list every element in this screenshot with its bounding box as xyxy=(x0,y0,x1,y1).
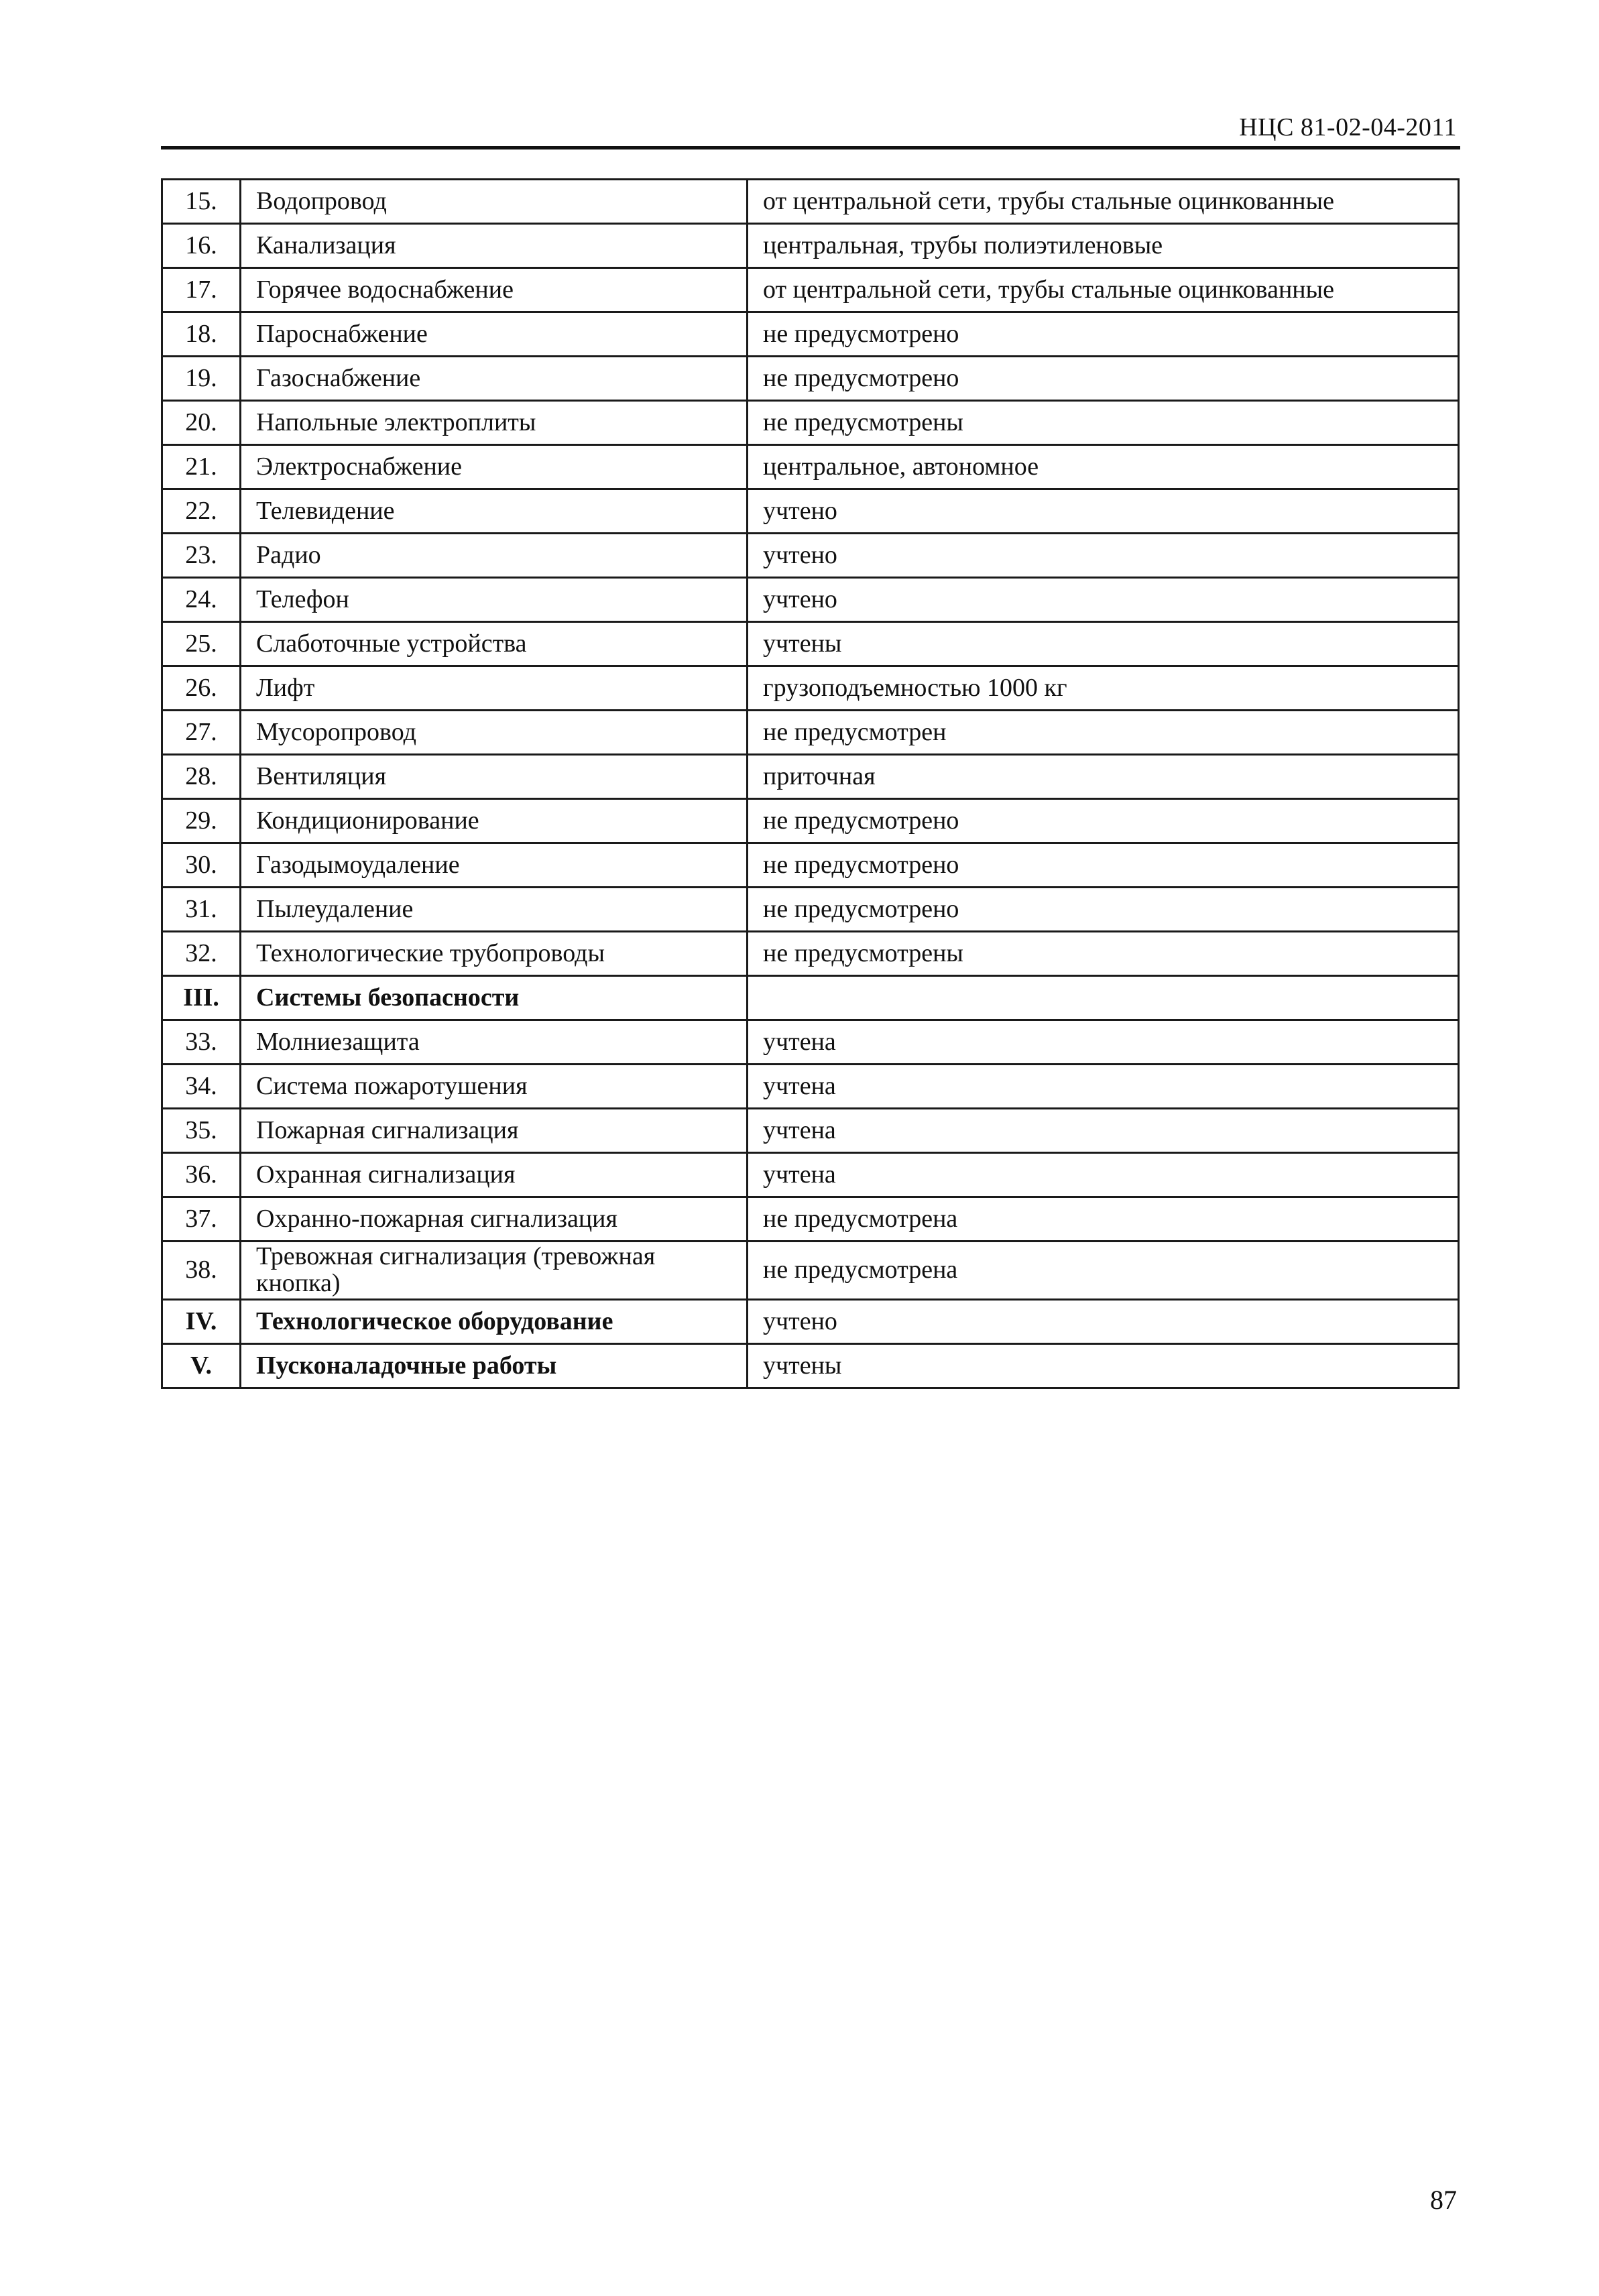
row-number-cell: 36. xyxy=(162,1153,241,1197)
row-value-cell: не предусмотрен xyxy=(748,711,1459,755)
row-value-cell: не предусмотрено xyxy=(748,357,1459,401)
row-name-cell: Пылеудаление xyxy=(241,888,748,932)
table-row xyxy=(162,755,1459,799)
row-name-cell: Молниезащита xyxy=(241,1020,748,1065)
table-row xyxy=(162,888,1459,932)
row-value-cell: учтены xyxy=(748,622,1459,666)
row-number-cell: 18. xyxy=(162,312,241,357)
row-name-cell: Кондиционирование xyxy=(241,799,748,843)
row-name-cell: Водопровод xyxy=(241,180,748,224)
table-row xyxy=(162,1065,1459,1109)
row-value-cell: не предусмотрено xyxy=(748,799,1459,843)
table-row xyxy=(162,799,1459,843)
row-name-cell: Мусоропровод xyxy=(241,711,748,755)
row-number-cell: 37. xyxy=(162,1197,241,1242)
table-row xyxy=(162,1109,1459,1153)
row-value-cell: учтены xyxy=(748,1344,1459,1388)
table-section-row xyxy=(162,1344,1459,1388)
row-name-cell: Пусконаладочные работы xyxy=(241,1344,748,1388)
row-number-cell: 19. xyxy=(162,357,241,401)
row-name-cell: Газодымоудаление xyxy=(241,843,748,888)
table-row xyxy=(162,224,1459,268)
row-name-cell: Лифт xyxy=(241,666,748,711)
table-row xyxy=(162,534,1459,578)
row-value-cell: не предусмотрено xyxy=(748,843,1459,888)
row-value-cell: учтено xyxy=(748,534,1459,578)
row-name-cell: Напольные электроплиты xyxy=(241,401,748,445)
row-name-cell: Охранно-пожарная сигнализация xyxy=(241,1197,748,1242)
row-value-cell: не предусмотрены xyxy=(748,932,1459,976)
row-number-cell: 38. xyxy=(162,1242,241,1300)
row-value-cell: учтено xyxy=(748,1300,1459,1344)
row-value-cell: учтена xyxy=(748,1153,1459,1197)
table-row xyxy=(162,843,1459,888)
row-name-cell: Горячее водоснабжение xyxy=(241,268,748,312)
table-row xyxy=(162,578,1459,622)
row-number-cell: 32. xyxy=(162,932,241,976)
row-number-cell: 23. xyxy=(162,534,241,578)
row-name-cell: Тревожная сигнализация (тревожная кнопка) xyxy=(241,1242,748,1300)
row-number-cell: 17. xyxy=(162,268,241,312)
row-name-cell: Системы безопасности xyxy=(241,976,748,1020)
row-name-cell: Канализация xyxy=(241,224,748,268)
row-name-cell: Охранная сигнализация xyxy=(241,1153,748,1197)
table-row xyxy=(162,401,1459,445)
row-number-cell: 33. xyxy=(162,1020,241,1065)
row-name-cell: Система пожаротушения xyxy=(241,1065,748,1109)
row-number-cell: 16. xyxy=(162,224,241,268)
row-number-cell: 31. xyxy=(162,888,241,932)
row-value-cell: приточная xyxy=(748,755,1459,799)
row-number-cell: 27. xyxy=(162,711,241,755)
table-row xyxy=(162,666,1459,711)
row-name-cell: Пожарная сигнализация xyxy=(241,1109,748,1153)
table-row xyxy=(162,489,1459,534)
row-name-cell: Радио xyxy=(241,534,748,578)
table-section-row xyxy=(162,976,1459,1020)
row-value-cell: от центральной сети, трубы стальные оцинкованные xyxy=(748,180,1459,224)
row-number-cell: 22. xyxy=(162,489,241,534)
row-number-cell: 30. xyxy=(162,843,241,888)
row-name-cell: Газоснабжение xyxy=(241,357,748,401)
row-name-cell: Технологические трубопроводы xyxy=(241,932,748,976)
row-value-cell: не предусмотрена xyxy=(748,1197,1459,1242)
table-row xyxy=(162,711,1459,755)
row-value-cell: центральное, автономное xyxy=(748,445,1459,489)
row-value-cell: от центральной сети, трубы стальные оцинкованные xyxy=(748,268,1459,312)
row-number-cell: V. xyxy=(162,1344,241,1388)
row-number-cell: III. xyxy=(162,976,241,1020)
row-value-cell: грузоподъемностью 1000 кг xyxy=(748,666,1459,711)
row-number-cell: 29. xyxy=(162,799,241,843)
row-value-cell: не предусмотрено xyxy=(748,312,1459,357)
row-number-cell: 34. xyxy=(162,1065,241,1109)
row-number-cell: IV. xyxy=(162,1300,241,1344)
row-value-cell: не предусмотрено xyxy=(748,888,1459,932)
table-row xyxy=(162,180,1459,224)
row-number-cell: 15. xyxy=(162,180,241,224)
row-value-cell xyxy=(748,976,1459,1020)
table-row xyxy=(162,357,1459,401)
table-row xyxy=(162,1020,1459,1065)
header-rule xyxy=(161,146,1460,149)
table-row xyxy=(162,1153,1459,1197)
row-value-cell: учтена xyxy=(748,1109,1459,1153)
row-value-cell: не предусмотрены xyxy=(748,401,1459,445)
row-name-cell: Слаботочные устройства xyxy=(241,622,748,666)
row-value-cell: учтено xyxy=(748,578,1459,622)
table-section-row xyxy=(162,1300,1459,1344)
row-name-cell: Вентиляция xyxy=(241,755,748,799)
table-row xyxy=(162,445,1459,489)
table-row xyxy=(162,932,1459,976)
row-number-cell: 24. xyxy=(162,578,241,622)
row-name-cell: Технологическое оборудование xyxy=(241,1300,748,1344)
document-code: НЦС 81-02-04-2011 xyxy=(1239,113,1457,141)
row-name-cell: Электроснабжение xyxy=(241,445,748,489)
specification-table xyxy=(161,178,1460,1389)
row-value-cell: учтена xyxy=(748,1065,1459,1109)
row-number-cell: 20. xyxy=(162,401,241,445)
row-value-cell: центральная, трубы полиэтиленовые xyxy=(748,224,1459,268)
row-number-cell: 21. xyxy=(162,445,241,489)
row-number-cell: 35. xyxy=(162,1109,241,1153)
row-name-cell: Пароснабжение xyxy=(241,312,748,357)
row-value-cell: не предусмотрена xyxy=(748,1242,1459,1300)
row-number-cell: 26. xyxy=(162,666,241,711)
row-value-cell: учтена xyxy=(748,1020,1459,1065)
row-name-cell: Телевидение xyxy=(241,489,748,534)
row-number-cell: 28. xyxy=(162,755,241,799)
row-value-cell: учтено xyxy=(748,489,1459,534)
table-row xyxy=(162,1197,1459,1242)
specification-table-body xyxy=(162,180,1459,1388)
table-row xyxy=(162,1242,1459,1300)
table-row xyxy=(162,268,1459,312)
row-number-cell: 25. xyxy=(162,622,241,666)
table-row xyxy=(162,622,1459,666)
table-row xyxy=(162,312,1459,357)
row-name-cell: Телефон xyxy=(241,578,748,622)
page-number: 87 xyxy=(1430,2185,1457,2215)
